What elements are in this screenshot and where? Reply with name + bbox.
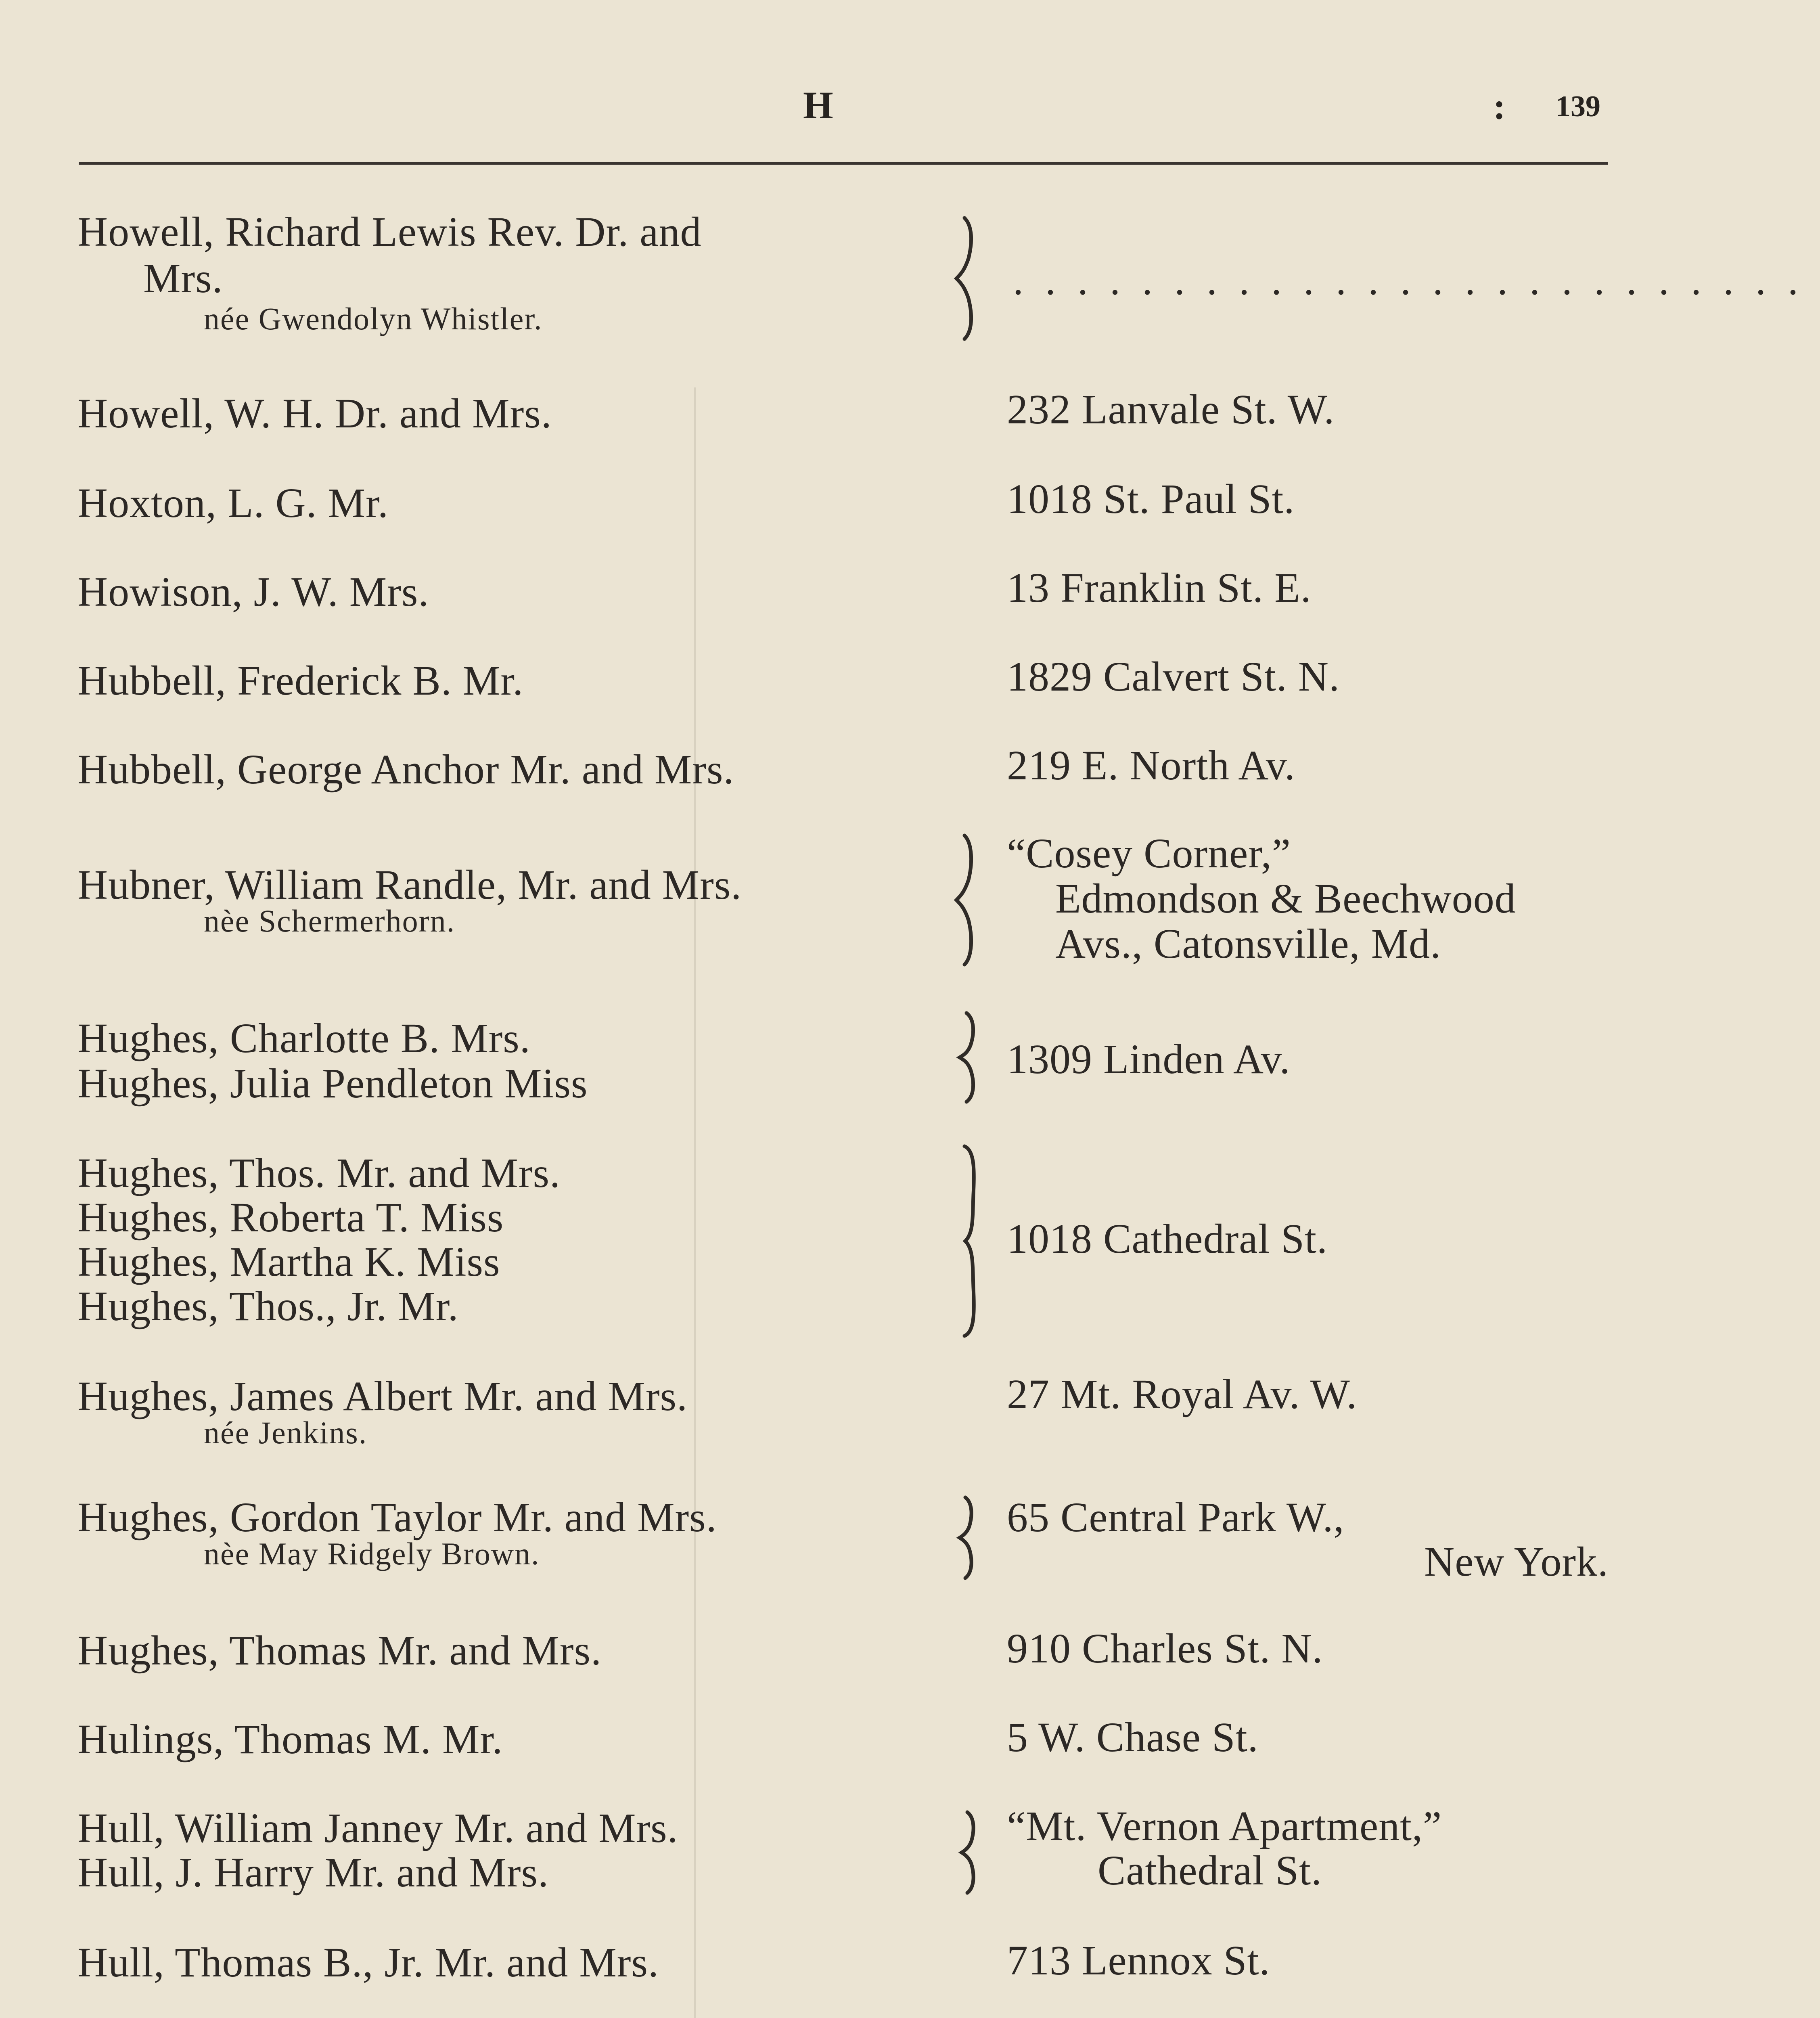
entry-address: Avs., Catonsville, Md.	[1055, 921, 1441, 967]
header-colon: :	[1493, 86, 1506, 127]
entry-address: 1309 Linden Av.	[1007, 1036, 1291, 1082]
entry-address: 27 Mt. Royal Av. W.	[1007, 1371, 1358, 1417]
entry-name: Hulings, Thomas M. Mr.	[77, 1716, 503, 1763]
entry-name: Hughes, Thomas Mr. and Mrs.	[77, 1627, 602, 1674]
entry-address: 65 Central Park W.,	[1007, 1494, 1345, 1541]
entry-name: Hughes, Martha K. Miss	[77, 1239, 500, 1285]
maiden-name: née Jenkins.	[204, 1415, 368, 1450]
maiden-name: nèe Schermerhorn.	[204, 903, 456, 938]
entry-address: 713 Lennox St.	[1007, 1937, 1270, 1984]
entry-name: Hull, Thomas B., Jr. Mr. and Mrs.	[77, 1939, 659, 1986]
header-rule	[79, 162, 1608, 165]
entry-name: Hughes, Thos. Mr. and Mrs.	[77, 1150, 561, 1196]
entry-address: 232 Lanvale St. W.	[1007, 386, 1335, 433]
large-brace-icon	[956, 1146, 993, 1336]
entry-name: Hughes, Julia Pendleton Miss	[77, 1060, 588, 1107]
entry-name: Hughes, Roberta T. Miss	[77, 1194, 504, 1241]
entry-address: New York.	[1424, 1539, 1609, 1585]
entry-address: 910 Charles St. N.	[1007, 1625, 1323, 1672]
entry-address: 13 Franklin St. E.	[1007, 565, 1312, 611]
entry-name: Hull, J. Harry Mr. and Mrs.	[77, 1849, 549, 1896]
entry-name: Hughes, Charlotte B. Mrs.	[77, 1015, 531, 1061]
entry-address: Cathedral St.	[1098, 1847, 1322, 1894]
small-brace-icon	[956, 1013, 989, 1102]
maiden-name: nèe May Ridgely Brown.	[204, 1536, 540, 1571]
entry-name: Hull, William Janney Mr. and Mrs.	[77, 1805, 678, 1851]
small-brace-icon	[952, 835, 985, 965]
entry-address: 1018 Cathedral St.	[1007, 1216, 1328, 1262]
entry-name: Howison, J. W. Mrs.	[77, 569, 429, 615]
entry-name: Hubbell, George Anchor Mr. and Mrs.	[77, 746, 734, 793]
page-fold-shadow	[694, 387, 696, 2018]
section-letter: H	[803, 84, 834, 127]
entry-address: 1829 Calvert St. N.	[1007, 653, 1340, 700]
entry-name: Hughes, James Albert Mr. and Mrs.	[77, 1373, 688, 1419]
entry-name: Hoxton, L. G. Mr.	[77, 480, 389, 526]
entry-name: Mrs.	[143, 255, 223, 301]
address-leader-dots: .........................	[1013, 257, 1820, 304]
entry-name: Hubbell, Frederick B. Mr.	[77, 657, 524, 704]
small-brace-icon	[956, 1497, 985, 1578]
small-brace-icon	[952, 218, 985, 339]
page-number: 139	[1556, 90, 1600, 123]
entry-name: Howell, W. H. Dr. and Mrs.	[77, 390, 552, 437]
maiden-name: née Gwendolyn Whistler.	[204, 301, 543, 336]
entry-name: Hughes, Thos., Jr. Mr.	[77, 1283, 459, 1329]
entry-address: 1018 St. Paul St.	[1007, 476, 1295, 522]
entry-name: Howell, Richard Lewis Rev. Dr. and	[77, 209, 702, 255]
entry-address: “Mt. Vernon Apartment,”	[1007, 1803, 1442, 1849]
entry-name: Hubner, William Randle, Mr. and Mrs.	[77, 862, 742, 908]
entry-address: 219 E. North Av.	[1007, 742, 1296, 789]
entry-address: 5 W. Chase St.	[1007, 1714, 1259, 1761]
entry-address: “Cosey Corner,”	[1007, 830, 1291, 877]
entry-name: Hughes, Gordon Taylor Mr. and Mrs.	[77, 1494, 717, 1541]
small-brace-icon	[958, 1812, 987, 1893]
entry-address: Edmondson & Beechwood	[1055, 875, 1516, 922]
